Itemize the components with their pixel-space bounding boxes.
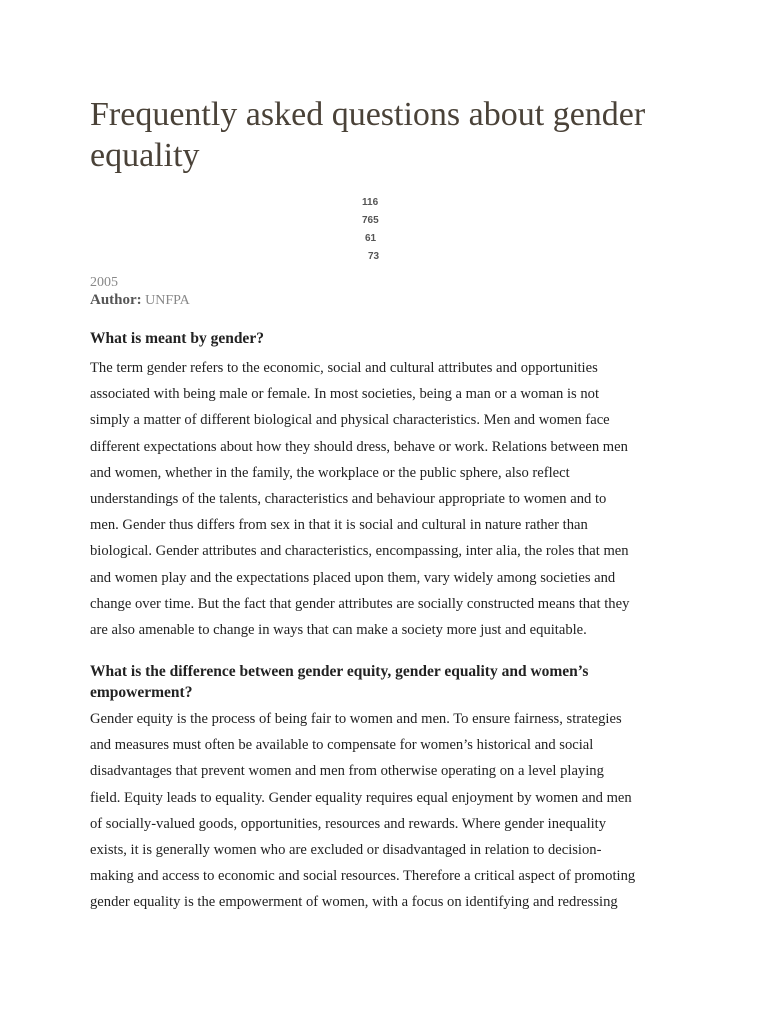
paragraph-line: field. Equity leads to equality. Gender equality requires equal enjoyment by women and men <box>90 789 632 806</box>
stat-value: 73 <box>368 251 380 262</box>
author-line <box>90 292 190 309</box>
stat-value: 765 <box>362 215 379 226</box>
section-paragraph <box>90 355 692 643</box>
paragraph-line: are also amenable to change in ways that can make a society more just and equitable. <box>90 622 587 639</box>
paragraph-line: The term gender refers to the economic, social and cultural attributes and opportunities <box>90 360 598 376</box>
section-heading: What is the difference between gender equity, gender equality and women’s empowerment? <box>90 663 589 701</box>
section-paragraph <box>90 706 692 916</box>
paragraph-line: and women, whether in the family, the workplace or the public sphere, also reflect <box>90 464 570 481</box>
paragraph-line: different expectations about how they should dress, behave or work. Relations between men <box>90 438 628 455</box>
author-label: Author: <box>90 292 142 308</box>
paragraph-line: biological. Gender attributes and characteristics, encompassing, inter alia, the roles that men <box>90 543 629 560</box>
document-stats <box>362 196 402 268</box>
publication-year: 2005 <box>90 275 118 290</box>
paragraph-line: exists, it is generally women who are excluded or disadvantaged in relation to decision- <box>90 842 602 859</box>
paragraph-line: disadvantages that prevent women and men from otherwise operating on a level playing <box>90 763 604 780</box>
paragraph-line: understandings of the talents, characteristics and behaviour appropriate to women and to <box>90 491 607 508</box>
page-title: Frequently asked questions about gender equality <box>90 96 646 174</box>
paragraph-line: men. Gender thus differs from sex in that it is social and cultural in nature rather than <box>90 517 588 534</box>
paragraph-line: gender equality is the empowerment of women, with a focus on identifying and redressing <box>90 894 618 911</box>
paragraph-line: making and access to economic and social resources. Therefore a critical aspect of promoting <box>90 868 636 885</box>
paragraph-line: simply a matter of different biological and physical characteristics. Men and women face <box>90 412 610 429</box>
paragraph-line: and measures must often be available to compensate for women’s historical and social <box>90 737 594 754</box>
author-name: UNFPA <box>145 293 190 308</box>
stat-value: 61 <box>365 233 377 244</box>
paragraph-line: Gender equity is the process of being fair to women and men. To ensure fairness, strategies <box>90 711 622 727</box>
paragraph-line: associated with being male or female. In most societies, being a man or a woman is not <box>90 386 600 403</box>
paragraph-line: and women play and the expectations placed upon them, vary widely among societies and <box>90 569 616 586</box>
paragraph-line: change over time. But the fact that gender attributes are socially constructed means that they <box>90 595 630 612</box>
stat-value: 116 <box>362 197 379 208</box>
paragraph-line: of socially-valued goods, opportunities, resources and rewards. Where gender inequality <box>90 815 607 832</box>
section-heading: What is meant by gender? <box>90 330 264 347</box>
